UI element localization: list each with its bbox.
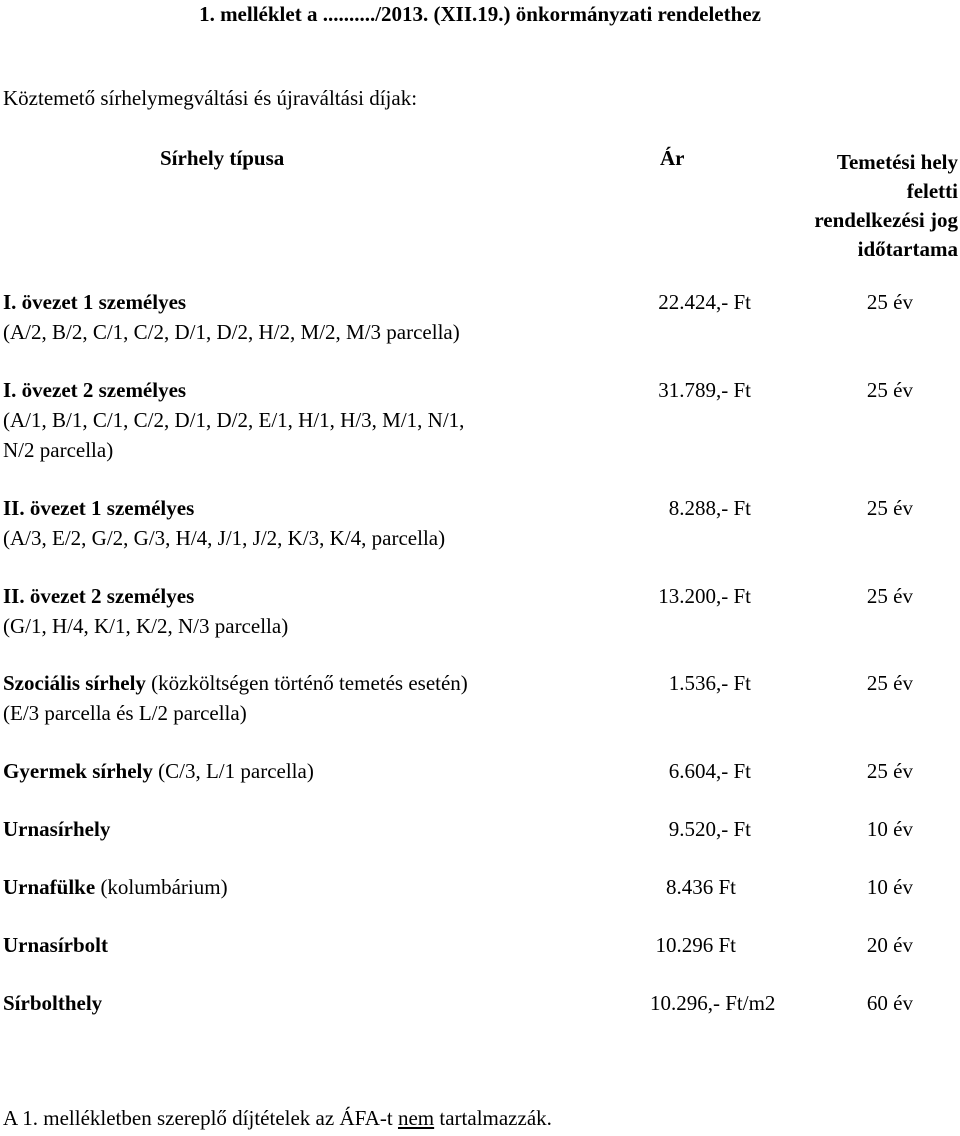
row-price: 22.424,- Ft	[658, 290, 751, 314]
row-term: 10 év	[866, 875, 913, 899]
row-desc: N/2 parcella)	[3, 438, 114, 462]
row-price: 8.288,- Ft	[668, 496, 751, 520]
intro-text: Köztemető sírhelymegváltási és újraváltási díjak:	[3, 86, 418, 110]
row-name: Urnafülke	[3, 875, 96, 899]
row-name-line	[3, 673, 468, 694]
header-price: Ár	[660, 146, 685, 170]
footnote-underlined: nem	[397, 1106, 435, 1130]
row-price: 10.296,- Ft/m2	[650, 991, 776, 1015]
row-term: 10 év	[866, 817, 913, 841]
header-term-line: időtartama	[857, 237, 958, 261]
row-price: 8.436 Ft	[665, 875, 736, 899]
row-price: 10.296 Ft	[655, 933, 736, 957]
row-name: Urnasírbolt	[3, 933, 108, 957]
row-name-suffix: (kolumbárium)	[95, 875, 228, 899]
row-name-line	[3, 993, 102, 1014]
header-term-line: feletti	[906, 179, 958, 203]
row-desc: (G/1, H/4, K/1, K/2, N/3 parcella)	[3, 614, 289, 638]
row-desc: (A/2, B/2, C/1, C/2, D/1, D/2, H/2, M/2, M/3 parcella)	[3, 320, 460, 344]
row-price: 31.789,- Ft	[658, 378, 751, 402]
row-name-line	[3, 819, 110, 840]
row-name: Sírbolthely	[3, 991, 103, 1015]
row-term: 25 év	[866, 290, 913, 314]
row-name: Gyermek sírhely	[3, 759, 153, 783]
row-term: 25 év	[866, 759, 913, 783]
row-name-line	[3, 761, 314, 782]
footnote-text-end: tartalmazzák.	[434, 1106, 552, 1130]
header-term-line: Temetési hely	[836, 150, 958, 174]
row-name-line	[3, 935, 108, 956]
header-term-line: rendelkezési jog	[814, 208, 958, 232]
row-desc: (A/3, E/2, G/2, G/3, H/4, J/1, J/2, K/3, K/4, parcella)	[3, 526, 446, 550]
row-desc: (A/1, B/1, C/1, C/2, D/1, D/2, E/1, H/1, H/3, M/1, N/1,	[3, 408, 465, 432]
row-term: 25 év	[866, 378, 913, 402]
row-name: I. övezet 2 személyes	[3, 378, 187, 402]
row-price: 6.604,- Ft	[668, 759, 751, 783]
document-title: 1. melléklet a ........../2013. (XII.19.) önkormányzati rendelethez	[199, 2, 761, 26]
row-price: 9.520,- Ft	[668, 817, 751, 841]
footnote-text: A 1. mellékletben szereplő díjtételek az ÁFA-t	[3, 1106, 398, 1130]
row-name-suffix: (közköltségen történő temetés esetén)	[145, 671, 468, 695]
row-name: Urnasírhely	[3, 817, 111, 841]
footnote	[3, 1108, 552, 1129]
row-name: II. övezet 2 személyes	[3, 584, 195, 608]
row-term: 25 év	[866, 671, 913, 695]
row-name: II. övezet 1 személyes	[3, 496, 195, 520]
row-term: 60 év	[866, 991, 913, 1015]
row-price: 1.536,- Ft	[668, 671, 751, 695]
row-price: 13.200,- Ft	[658, 584, 751, 608]
header-term	[760, 148, 958, 264]
row-desc: (E/3 parcella és L/2 parcella)	[3, 701, 247, 725]
header-type: Sírhely típusa	[160, 146, 285, 170]
row-term: 25 év	[866, 496, 913, 520]
row-name: I. övezet 1 személyes	[3, 290, 187, 314]
row-name-suffix: (C/3, L/1 parcella)	[152, 759, 314, 783]
row-name: Szociális sírhely	[3, 671, 146, 695]
row-term: 20 év	[866, 933, 913, 957]
row-name-line	[3, 877, 228, 898]
row-term: 25 év	[866, 584, 913, 608]
